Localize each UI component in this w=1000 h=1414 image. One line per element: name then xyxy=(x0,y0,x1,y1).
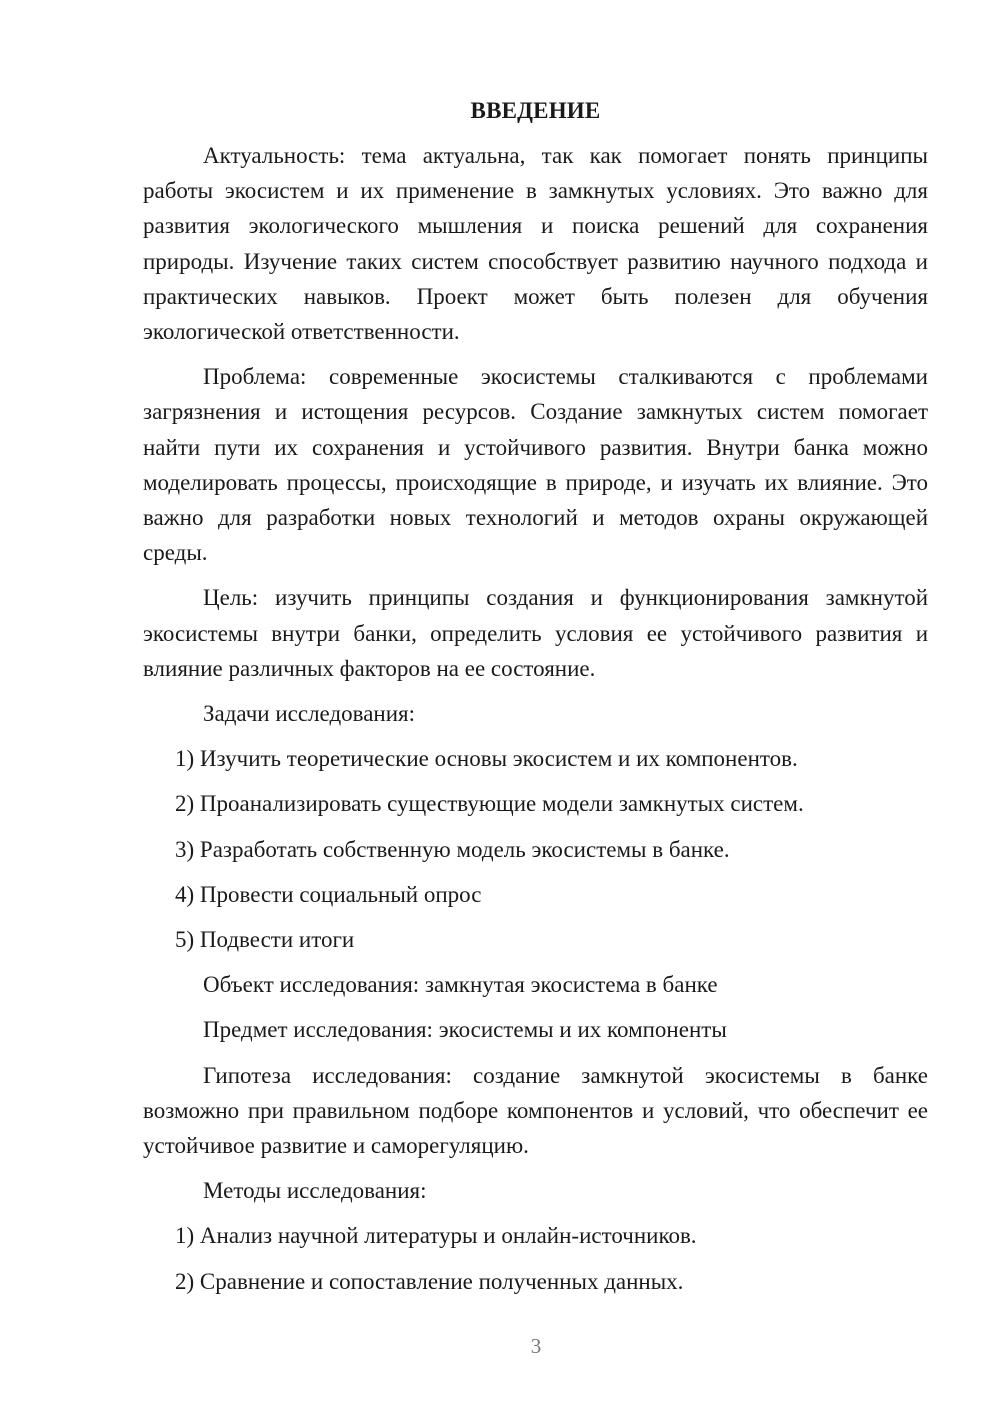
task-item: 3) Разработать собственную модель экосистемы в банке. xyxy=(175,836,730,862)
goal-paragraph: Цель: изучить принципы создания и функционирования замкнутой экосистемы внутри банки, определить условия ее устойчивого развития и влияние различных факторов на ее состояние. xyxy=(143,585,928,681)
tasks-label: Задачи исследования: xyxy=(203,701,416,727)
task-item: 5) Подвести итоги xyxy=(175,927,355,953)
task-item: 2) Проанализировать существующие модели замкнутых систем. xyxy=(175,791,804,817)
method-item: 1) Анализ научной литературы и онлайн-источников. xyxy=(175,1223,697,1249)
research-object: Объект исследования: замкнутая экосистема в банке xyxy=(203,972,718,998)
page-content xyxy=(143,94,928,1309)
relevance-paragraph: Актуальность: тема актуальна, так как помогает понять принципы работы экосистем и их применение в замкнутых условиях. Это важно для развития экологического мышления и поиска решений для сохранения природы. Изучение таких систем способствует развитию научного подхода и практических навыков. Проект может быть полезен для обучения экологической ответственности. xyxy=(143,143,928,345)
methods-label: Методы исследования: xyxy=(203,1178,427,1204)
tasks-list xyxy=(143,741,928,957)
method-item: 2) Сравнение и сопоставление полученных данных. xyxy=(175,1268,684,1294)
task-item: 1) Изучить теоретические основы экосистем и их компонентов. xyxy=(175,746,798,772)
problem-paragraph: Проблема: современные экосистемы сталкиваются с проблемами загрязнения и истощения ресурсов. Создание замкнутых систем помогает найти пути их сохранения и устойчивого развития. Внутри банка можно моделировать процессы, происходящие в природе, и изучать их влияние. Это важно для разработки новых технологий и методов охраны окружающей среды. xyxy=(143,364,928,566)
page-number: 3 xyxy=(530,1334,542,1358)
methods-list xyxy=(143,1218,928,1298)
task-item: 4) Провести социальный опрос xyxy=(175,881,482,907)
research-subject: Предмет исследования: экосистемы и их компоненты xyxy=(203,1017,727,1043)
hypothesis-paragraph: Гипотеза исследования: создание замкнутой экосистемы в банке возможно при правильном подборе компонентов и условий, что обеспечит ее устойчивое развитие и саморегуляцию. xyxy=(143,1062,928,1159)
section-heading: ВВЕДЕНИЕ xyxy=(470,98,601,123)
